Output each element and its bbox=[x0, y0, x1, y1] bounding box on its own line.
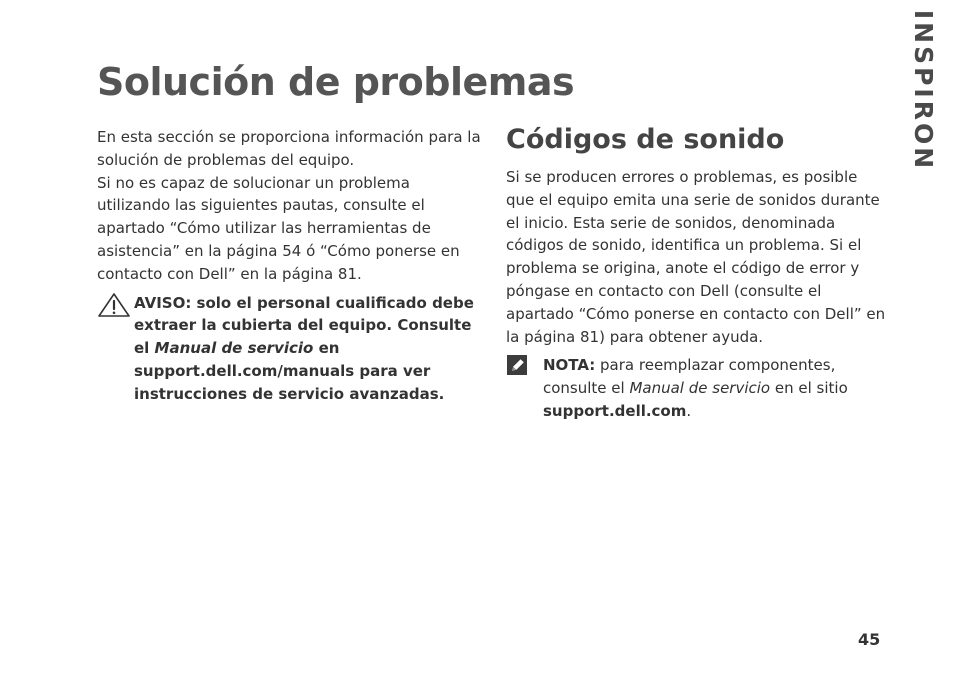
note-pencil-icon bbox=[506, 354, 528, 376]
intro-paragraph: En esta sección se proporciona información para la solución de problemas del equipo. bbox=[97, 128, 481, 169]
section-heading: Códigos de sonido bbox=[506, 124, 785, 155]
brand-label: INSPIRON bbox=[909, 9, 939, 172]
page-number: 45 bbox=[858, 630, 881, 649]
left-column bbox=[97, 126, 482, 406]
warning-manual-title: Manual de servicio bbox=[154, 339, 314, 358]
instructions-paragraph: Si no es capaz de solucionar un problema utilizando las siguientes pautas, consulte el apartado “Cómo utilizar las herramientas de asistencia” en la página 54 ó “Cómo ponerse en contacto con Dell” en la página 81. bbox=[97, 173, 460, 283]
warning-text-part1: AVISO: solo el personal cualificado debe extraer la cubierta del equipo. Consulte el bbox=[134, 293, 474, 358]
warning-text bbox=[134, 292, 482, 406]
right-column bbox=[506, 166, 886, 423]
note-text-part1: para reemplazar componentes, consulte el bbox=[543, 356, 836, 398]
note-text-part2: en el sitio bbox=[770, 379, 848, 398]
note-text bbox=[543, 354, 886, 422]
warning-text-part2: en support.dell.com/manuals para ver instrucciones de servicio avanzadas. bbox=[134, 339, 445, 403]
page-title: Solución de problemas bbox=[97, 60, 575, 104]
beep-codes-paragraph: Si se producen errores o problemas, es posible que el equipo emita una serie de sonidos durante el inicio. Esta serie de sonidos, denominada códigos de sonido, identifica un problema. Si el problema se origina, anote el código de error y póngase en contacto con Dell (consulte el apartado “Cómo ponerse en contacto con Dell” en la página 81) para obtener ayuda. bbox=[506, 168, 886, 346]
warning-triangle-icon bbox=[97, 292, 131, 318]
note-manual-title: Manual de servicio bbox=[629, 379, 771, 398]
note-text-end: . bbox=[686, 401, 692, 420]
brand-tab bbox=[896, 9, 952, 172]
note-site-link[interactable]: support.dell.com bbox=[543, 401, 687, 420]
warning-notice bbox=[97, 292, 482, 406]
note-label: NOTA: bbox=[543, 356, 596, 375]
note-notice bbox=[506, 354, 886, 422]
